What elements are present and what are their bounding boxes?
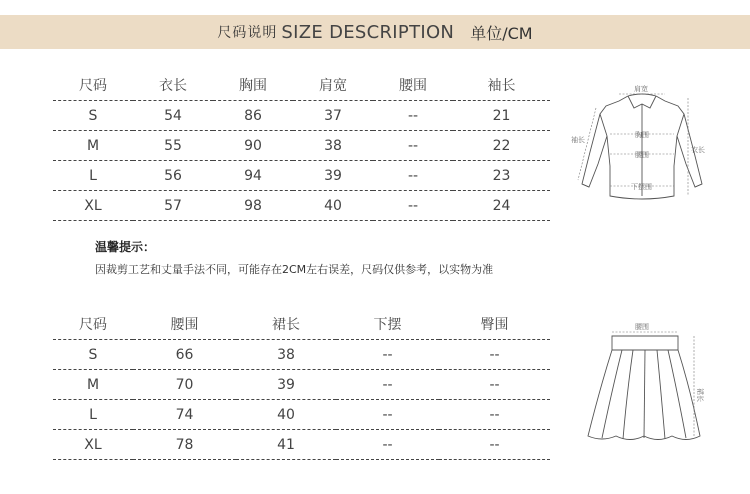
header-chest: 胸围 <box>213 70 293 101</box>
header-size: 尺码 <box>53 70 133 101</box>
table-cell: 54 <box>133 101 213 131</box>
label-sleeve: 袖长 <box>571 136 585 144</box>
table-row <box>53 131 550 161</box>
table-cell: 90 <box>213 131 293 161</box>
table-row <box>53 430 550 460</box>
table-cell: 39 <box>293 161 373 191</box>
table-cell: 57 <box>133 191 213 221</box>
table-cell: 74 <box>133 400 236 430</box>
table-cell: 40 <box>293 191 373 221</box>
header-skirt-length: 裙长 <box>236 309 336 340</box>
table-cell: 23 <box>453 161 550 191</box>
table-cell: 78 <box>133 430 236 460</box>
table-cell: XL <box>53 191 133 221</box>
header-hip: 臀围 <box>439 309 550 340</box>
table-cell: 40 <box>236 400 336 430</box>
label-chest: 胸围 <box>635 131 649 139</box>
table-cell: -- <box>439 430 550 460</box>
skirt-measurement-diagram <box>580 318 710 450</box>
table-cell: 38 <box>293 131 373 161</box>
top-size-table <box>53 70 550 221</box>
table-cell: 55 <box>133 131 213 161</box>
table-cell: 37 <box>293 101 373 131</box>
header-waist: 腰围 <box>133 309 236 340</box>
table-cell: -- <box>373 101 453 131</box>
table-cell: 86 <box>213 101 293 131</box>
table-cell: -- <box>373 131 453 161</box>
table-row <box>53 400 550 430</box>
table-row <box>53 191 550 221</box>
table-cell: XL <box>53 430 133 460</box>
banner-unit: 单位/CM <box>470 23 533 43</box>
tips-body: 因裁剪工艺和丈量手法不同，可能存在2CM左右误差，尺码仅供参考，以实物为准 <box>95 263 494 276</box>
table-cell: 38 <box>236 340 336 370</box>
table-row <box>53 340 550 370</box>
table-cell: 22 <box>453 131 550 161</box>
table-cell: 66 <box>133 340 236 370</box>
table-cell: -- <box>439 340 550 370</box>
table-header-row <box>53 309 550 340</box>
label-waist: 腰围 <box>635 323 649 331</box>
tips-title: 温馨提示： <box>95 240 156 254</box>
table-cell: 24 <box>453 191 550 221</box>
table-row <box>53 370 550 400</box>
table-cell: S <box>53 101 133 131</box>
shirt-measurement-diagram <box>570 84 720 214</box>
table-cell: 39 <box>236 370 336 400</box>
banner-title-en: SIZE DESCRIPTION <box>281 21 455 43</box>
skirt-icon <box>588 336 700 440</box>
measure-lines <box>578 94 688 196</box>
label-skirt-length: 裙长 <box>696 388 704 402</box>
header-size: 尺码 <box>53 309 133 340</box>
label-waist: 腰围 <box>635 151 649 159</box>
bottom-size-table <box>53 309 550 460</box>
table-cell: -- <box>439 370 550 400</box>
table-cell: 41 <box>236 430 336 460</box>
table-cell: S <box>53 340 133 370</box>
table-cell: -- <box>336 430 439 460</box>
header-hem: 下摆 <box>336 309 439 340</box>
table-cell: L <box>53 161 133 191</box>
table-cell: -- <box>373 191 453 221</box>
table-cell: -- <box>336 340 439 370</box>
header-length: 衣长 <box>133 70 213 101</box>
table-cell: -- <box>336 400 439 430</box>
header-sleeve: 袖长 <box>453 70 550 101</box>
header-shoulder: 肩宽 <box>293 70 373 101</box>
header-waist: 腰围 <box>373 70 453 101</box>
label-shoulder: 肩宽 <box>634 85 648 93</box>
table-cell: 98 <box>213 191 293 221</box>
label-length: 衣长 <box>691 146 705 154</box>
table-cell: 21 <box>453 101 550 131</box>
table-cell: -- <box>373 161 453 191</box>
table-cell: 70 <box>133 370 236 400</box>
banner-title <box>0 15 750 49</box>
table-row <box>53 161 550 191</box>
table-header-row <box>53 70 550 101</box>
table-cell: -- <box>439 400 550 430</box>
table-cell: M <box>53 370 133 400</box>
banner-title-cn: 尺码说明 <box>217 25 278 41</box>
table-cell: 94 <box>213 161 293 191</box>
table-cell: 56 <box>133 161 213 191</box>
table-cell: -- <box>336 370 439 400</box>
label-hem: 下摆围 <box>631 183 652 191</box>
table-cell: L <box>53 400 133 430</box>
table-cell: M <box>53 131 133 161</box>
table-row <box>53 101 550 131</box>
